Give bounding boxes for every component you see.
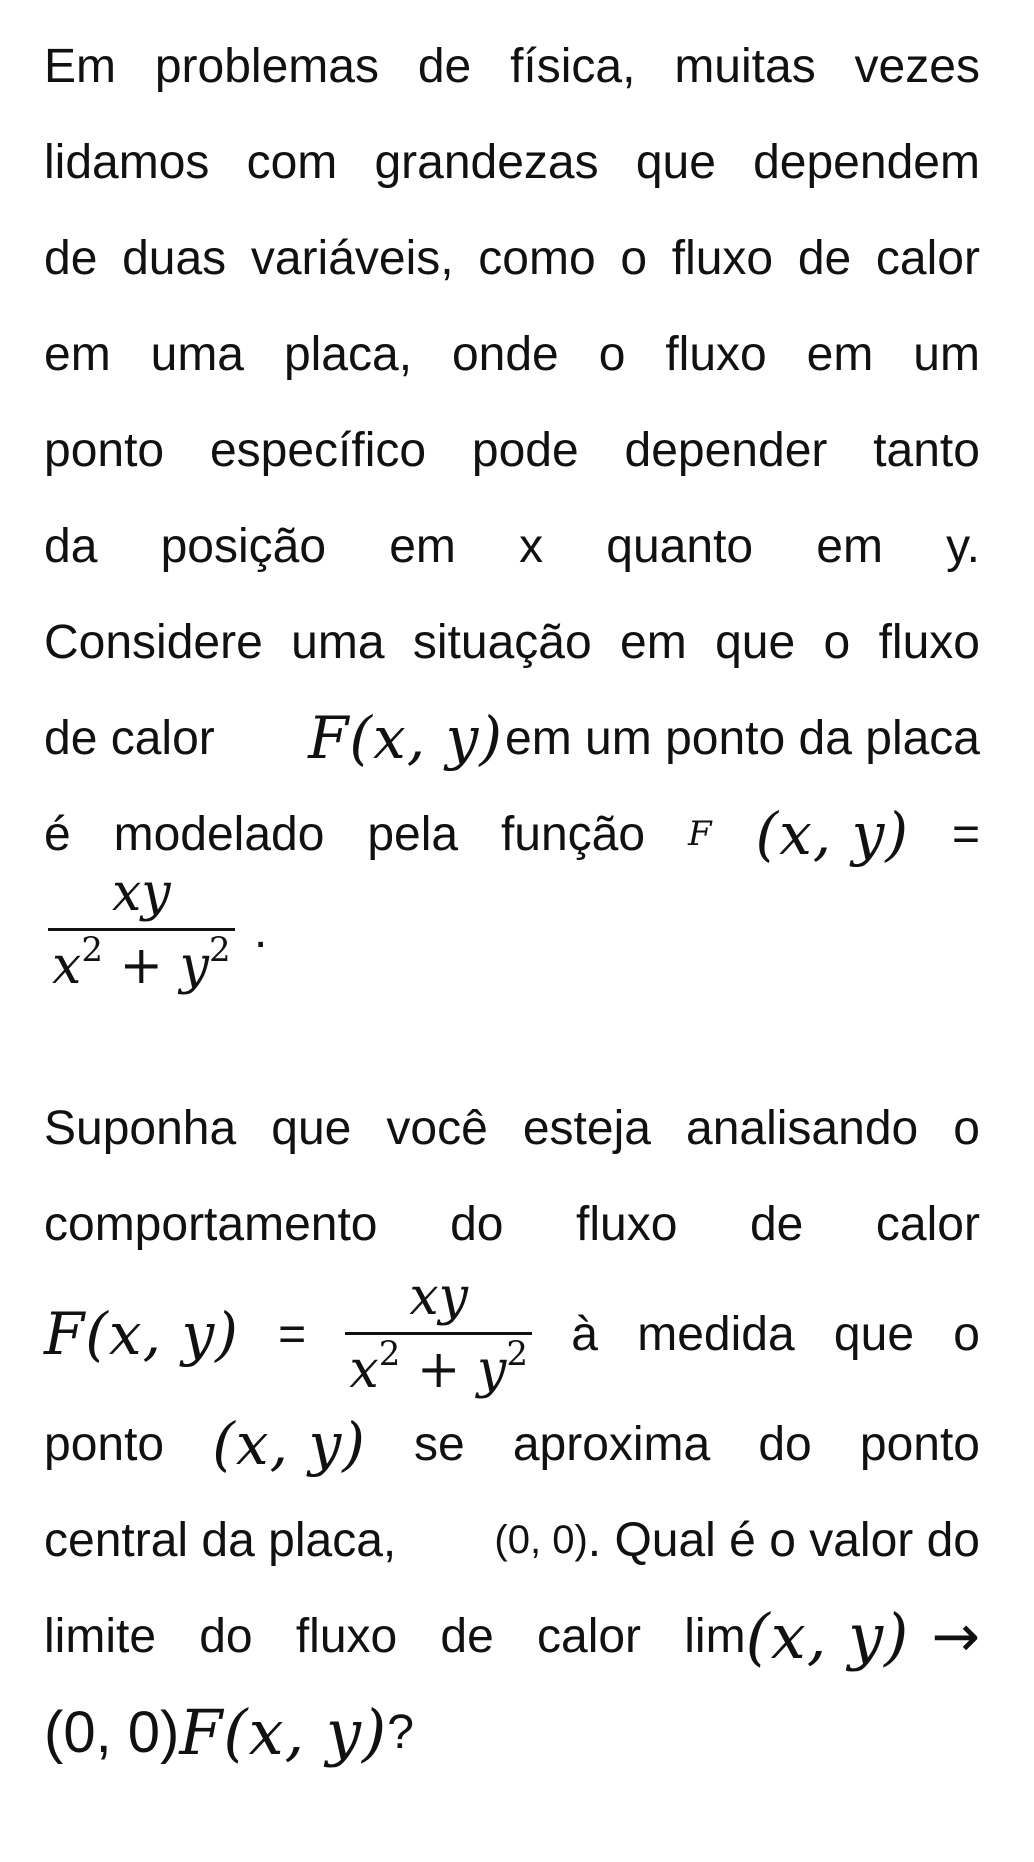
text-word: Suponha: [44, 1101, 237, 1155]
math-origin: (0, 0): [44, 1699, 180, 1765]
math-function-F: F(x, y): [179, 1695, 388, 1769]
text-word: ponto: [44, 423, 165, 477]
text-word: problemas: [154, 39, 379, 93]
text-word: lidamos: [44, 135, 210, 189]
text-word: dependem: [753, 135, 980, 189]
text-word: calor: [875, 231, 980, 285]
text-word: uma: [150, 327, 244, 381]
text-word: como: [478, 231, 596, 285]
den-exp: 2: [81, 929, 103, 970]
text-word: pode: [471, 423, 579, 477]
fraction-xy-over-sum-squares: [345, 1268, 532, 1401]
text-line: [44, 1684, 980, 1780]
text-word: com: [246, 135, 338, 189]
text-word: fluxo: [295, 1609, 398, 1663]
text-word: é: [44, 807, 71, 861]
fraction-numerator: xy: [48, 864, 235, 931]
den-x: x: [52, 935, 82, 996]
fraction-denominator: [48, 931, 235, 997]
text-line: [44, 210, 980, 306]
text-word: quanto: [606, 519, 754, 573]
text-word: tanto: [873, 423, 980, 477]
text-word: do: [199, 1609, 253, 1663]
text-word: variáveis,: [250, 231, 454, 285]
text-line: [44, 114, 980, 210]
arrow-icon: →: [931, 1602, 980, 1670]
text-word: duas: [122, 231, 227, 285]
text-word: pela: [367, 807, 459, 861]
math-origin: (0, 0): [494, 1517, 588, 1562]
text-word: de: [440, 1609, 494, 1663]
text-line: [44, 594, 980, 690]
den-plus: +: [119, 935, 164, 996]
text-word: em: [816, 519, 883, 573]
text-word: de: [44, 231, 98, 285]
text-line: [44, 1266, 980, 1400]
text-word: Em: [44, 39, 116, 93]
text-word: em: [620, 615, 687, 669]
text-word: uma: [291, 615, 385, 669]
text-word: física,: [510, 39, 636, 93]
text-word: esteja: [522, 1101, 651, 1155]
math-function-symbol: F: [687, 814, 713, 854]
math-point: (x, y): [212, 1410, 366, 1478]
text-word: muitas: [674, 39, 816, 93]
text-word: em: [44, 327, 111, 381]
text-line: [44, 690, 980, 786]
text-word: onde: [451, 327, 559, 381]
text-word: ponto: [44, 1417, 165, 1471]
text-line: [44, 1080, 980, 1176]
text-fragment: . Qual é o valor do: [587, 1513, 980, 1567]
text-word: o: [953, 1307, 980, 1361]
text-word: à: [571, 1307, 598, 1361]
fraction-xy-over-sum-squares: [48, 864, 235, 997]
text-word: você: [386, 1101, 488, 1155]
text-word: calor: [537, 1609, 642, 1663]
text-line: [44, 1492, 980, 1588]
text-fragment: em um ponto da placa: [505, 711, 980, 765]
text-word: fluxo: [665, 327, 767, 381]
math-function-F: F(x, y): [308, 704, 504, 772]
text-word: calor: [875, 1197, 980, 1251]
fraction-block: [44, 864, 980, 1014]
text-word: da: [44, 519, 98, 573]
text-line: [44, 1396, 980, 1492]
text-word: de: [797, 231, 852, 285]
text-word: posição: [160, 519, 327, 573]
text-word: placa,: [283, 327, 413, 381]
den-y: y: [179, 935, 209, 996]
text-line: [44, 18, 980, 114]
text-word: se: [413, 1417, 465, 1471]
text-word: grandezas: [374, 135, 599, 189]
text-line: [44, 498, 980, 594]
text-word: do: [758, 1417, 812, 1471]
text-word: aproxima: [512, 1417, 711, 1471]
text-fragment: de calor: [44, 711, 215, 765]
text-word: ponto: [859, 1417, 980, 1471]
text-line: [44, 1176, 980, 1272]
den-exp: 2: [506, 1333, 529, 1374]
text-word: vezes: [854, 39, 980, 93]
limit-operator: lim: [684, 1609, 746, 1663]
text-word: em: [389, 519, 456, 573]
text-word: comportamento: [44, 1197, 378, 1251]
den-exp: 2: [209, 929, 231, 970]
question-mark: ?: [387, 1705, 414, 1759]
den-plus: +: [416, 1339, 461, 1400]
text-word: medida: [637, 1307, 795, 1361]
text-word: analisando: [686, 1101, 919, 1155]
document-page: [44, 18, 980, 1780]
text-word: fluxo: [878, 615, 980, 669]
text-word: depender: [624, 423, 828, 477]
fraction-numerator: xy: [345, 1268, 532, 1335]
text-word: modelado: [113, 807, 325, 861]
text-word: que: [635, 135, 716, 189]
text-word: o: [953, 1101, 980, 1155]
text-word: x: [519, 519, 544, 573]
text-line: [44, 306, 980, 402]
text-word: limite: [44, 1609, 157, 1663]
text-line: [44, 1588, 980, 1684]
text-word: que: [715, 615, 796, 669]
text-word: um: [913, 327, 980, 381]
text-word: em: [806, 327, 874, 381]
text-word: de: [417, 39, 472, 93]
paragraph-question: [44, 1080, 980, 1780]
text-word: fluxo: [576, 1197, 678, 1251]
text-word: do: [450, 1197, 504, 1251]
math-arguments: (x, y): [745, 1599, 910, 1673]
text-word: o: [598, 327, 626, 381]
den-x: x: [349, 1339, 379, 1400]
text-word: fluxo: [671, 231, 774, 285]
paragraph-problem-context: [44, 18, 980, 1014]
fraction-denominator: [345, 1335, 532, 1401]
period: .: [254, 905, 268, 958]
text-word: de: [749, 1197, 804, 1251]
equals-sign: =: [951, 807, 980, 861]
text-word: que: [833, 1307, 915, 1361]
text-word: o: [823, 615, 851, 669]
text-line: [44, 402, 980, 498]
text-fragment: central da placa,: [44, 1513, 397, 1567]
math-function-F: F(x, y): [44, 1300, 239, 1368]
text-word: função: [500, 807, 646, 861]
text-word: y.: [946, 519, 980, 573]
text-word: que: [271, 1101, 352, 1155]
equals-sign: =: [278, 1307, 307, 1361]
text-word: Considere: [44, 615, 263, 669]
den-exp: 2: [378, 1333, 401, 1374]
den-y: y: [477, 1339, 507, 1400]
paragraph-gap: [44, 1014, 980, 1080]
text-word: específico: [209, 423, 427, 477]
text-word: o: [620, 231, 648, 285]
math-arguments: (x, y): [755, 800, 910, 868]
text-word: situação: [412, 615, 592, 669]
